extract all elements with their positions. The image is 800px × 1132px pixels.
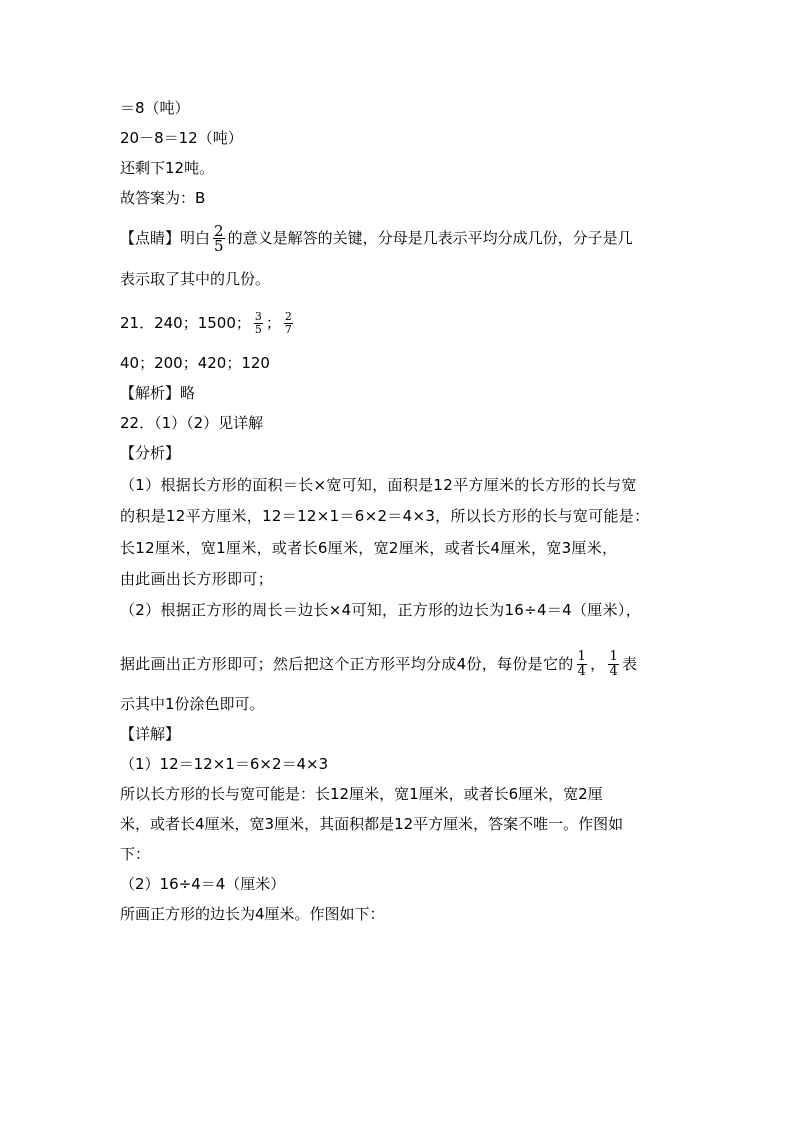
- line-remaining: 还剩下12吨。: [120, 159, 215, 177]
- q22-detail-line-4: 下：: [120, 845, 151, 863]
- q22-detail-line-6: 所画正方形的边长为4厘米。作图如下：: [120, 905, 385, 923]
- q22-a6-pre: 据此画出正方形即可；然后把这个正方形平均分成4份，每份是它的: [120, 655, 574, 673]
- q21-sep: ；: [265, 314, 281, 332]
- q22-analysis-line-7: 示其中1份涂色即可。: [120, 695, 265, 713]
- fraction-two-fifths: $\frac{2}{5}$: [214, 222, 224, 255]
- q22-detail-line-5: （2）16÷4＝4（厘米）: [120, 875, 286, 893]
- tip-pre: 明白: [180, 229, 211, 247]
- q22-analysis-line-4: 由此画出长方形即可；: [120, 570, 274, 588]
- q22-analysis-line-5: （2）根据正方形的周长＝边长×4可知，正方形的边长为16÷4＝4（厘米），: [120, 601, 642, 619]
- q22-a6-post: 表: [622, 655, 638, 673]
- fraction-one-quarter: $\frac{1}{4}$: [577, 649, 587, 679]
- tip-line-1: [120, 224, 633, 253]
- q22-detail-line-3: 米，或者长4厘米，宽3厘米，其面积都是12平方厘米，答案不唯一。作图如: [120, 815, 624, 833]
- tip-line-2: 表示取了其中的几份。: [120, 270, 271, 288]
- line-answer: 故答案为：B: [120, 189, 206, 207]
- q22-analysis-line-6: [120, 650, 637, 679]
- q21-line-2: 40；200；420；120: [120, 354, 270, 372]
- fraction-one-quarter-2: $\frac{1}{4}$: [609, 649, 619, 679]
- tip-label: 【点睛】: [120, 229, 181, 247]
- q22-analysis-label: 【分析】: [120, 444, 181, 462]
- q22-analysis-line-1: （1）根据长方形的面积＝长×宽可知，面积是12平方厘米的长方形的长与宽: [120, 476, 637, 494]
- q22-detail-label: 【详解】: [120, 725, 181, 743]
- q22-a6-sep: ，: [590, 655, 606, 673]
- tip-post: 的意义是解答的关键，分母是几表示平均分成几份，分子是几: [227, 229, 633, 247]
- q21-analysis: 【解析】略: [120, 384, 196, 402]
- q21-pre: 21．240；1500；: [120, 314, 251, 332]
- q21-line-1: [120, 311, 296, 336]
- q22-detail-line-1: （1）12＝12×1＝6×2＝4×3: [120, 755, 329, 773]
- q22-analysis-line-3: 长12厘米，宽1厘米，或者长6厘米，宽2厘米，或者长4厘米，宽3厘米，: [120, 539, 618, 557]
- line-result-8: ＝8（吨）: [120, 99, 190, 117]
- fraction-two-sevenths: $\frac{2}{7}$: [284, 310, 292, 336]
- q22-heading: 22．（1）（2）见详解: [120, 414, 264, 432]
- fraction-three-fifths: $\frac{3}{5}$: [254, 310, 262, 336]
- q22-detail-line-2: 所以长方形的长与宽可能是：长12厘米，宽1厘米，或者长6厘米，宽2厘: [120, 785, 603, 803]
- q22-analysis-line-2: 的积是12平方厘米，12＝12×1＝6×2＝4×3，所以长方形的长与宽可能是：: [120, 507, 650, 525]
- line-calc-20-minus-8: 20－8＝12（吨）: [120, 129, 243, 147]
